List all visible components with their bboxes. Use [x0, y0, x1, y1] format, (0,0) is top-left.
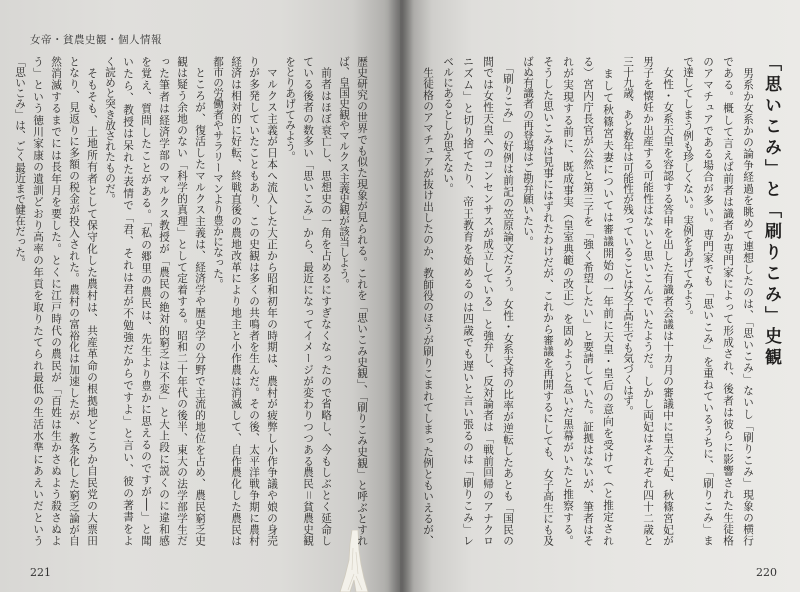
text-column: 前者はほぼ衰亡し、思想史の一角を占めるにすぎなくなったので省略し、今もしぶとく延命し — [320, 56, 332, 546]
text-column: を覚え、質問したことがある。「私の郷里の農民は、先生より豊かに思えるのですが──」と聞 — [140, 56, 152, 546]
text-column: ベルにあるとしか思えない。 — [442, 56, 454, 194]
text-column: 然消滅するまでには長年月を要した。とくに江戸時代の農民が「百姓は生かさぬよう殺さぬよ — [50, 56, 62, 546]
text-column: 「思いこみ」は、ごく最近まで健在だった。 — [14, 56, 26, 268]
text-column: 経済は相対的に好転、終戦直後の農地改革により地主と小作農は消滅して、自作農化した農民は — [230, 56, 242, 546]
text-column: マルクス主義が日本へ流入した大正から昭和初年の時期は、農村が疲弊し小作争議や娘の身売 — [266, 56, 278, 546]
text-column: いたら、教授は呆れた表情で「君、それは君が不勉強だからですよ」と言い、彼の著書をよ — [122, 56, 134, 546]
text-column: く読めと突き放されたものだ。 — [104, 56, 116, 205]
text-column: 間では女性天皇へのコンセンサスが成立している」と強弁し、反対論者は「戦前回帰のアナクロ — [482, 56, 494, 546]
text-column: れが実現する前に、既成事実（皇室典範の改正）を固めようと急いだ黒幕がいたと推察する。 — [562, 56, 574, 546]
page-number: 220 — [756, 566, 777, 579]
text-column: 男子を懐妊か出産する可能性はないと思いこんでいたようだ。しかし両妃はそれぞれ四十二歳と — [642, 56, 654, 546]
text-column: 歴史研究の世界でも似た現象が見られる。これを「思いこみ史観」、「刷りこみ史観」と呼ぶとすれ — [356, 56, 368, 546]
text-column: をとりあげてみよう。 — [284, 56, 296, 162]
text-column: 都市の労働者やサラリーマンより豊かになった。 — [212, 56, 224, 290]
book-gutter-shadow — [388, 0, 414, 592]
running-header: 女帝・貧農史観・個人情報 — [30, 34, 162, 46]
text-column: 「刷りこみ」の好例は前記の笠原論文だろう。女性・女系支持の比率が逆転したあとも「国民の — [502, 56, 514, 546]
right-page — [400, 0, 800, 592]
text-column: そもそも、土地所有者として保守化した農村は、共産革命の根拠地どころか自民党の大票田 — [86, 56, 98, 546]
text-column: 男系か女系かの論争経過を眺めて連想したのは、「思いこみ」ないし「刷りこみ」現象の横行 — [742, 56, 754, 546]
section-title: 「思いこみ」と「刷りこみ」史観 — [761, 54, 781, 369]
text-column: のアマチュアである場合が多い。専門家でも「思いこみ」を重ねているうちに、「刷りこみ」ま — [702, 56, 714, 546]
text-column: る）宮内庁長官が公然と第三子を「強く希望したい」と要請していた。証拠はないが、筆者はそ — [582, 56, 594, 546]
text-column: ニズム」と切り捨てたり、帝王教育を始めるのは四歳でも遅いと言い張るのは「刷りこみ」レ — [462, 56, 474, 546]
text-column: で達してしまう例も珍しくない。実例をあげてみよう。 — [682, 56, 694, 321]
text-column: ば、皇国史観やマルクス主義史観が該当しよう。 — [338, 56, 350, 290]
page-number: 221 — [30, 566, 51, 579]
text-column: である。概して言えば前者は識者か専門家によって形成され、後者は彼らに影響された生徒格 — [722, 56, 734, 546]
text-column: まして秋篠宮夫妻については審議開始の一年前に天皇・皇后の意向を受けて（と推定され — [602, 56, 614, 546]
text-column: 生徒格のアマチュアが抜け出したのか、教師役のほうが刷りこまれてしまった例ともいえるが、 — [422, 56, 434, 546]
text-column: りが多発していたこともあり、この史観は多くの共鳴者を生んだ。その後、太平洋戦争期に農村 — [248, 56, 260, 546]
text-column: 観は疑う余地のない「科学的真理」として定着する。昭和二十年代の後半、東大の法学部学生だ — [176, 56, 188, 546]
text-column: ばぬ有識者の再登場はご勘弁願いたい。 — [522, 56, 534, 247]
text-column: ところが、復活したマルクス主義は、経済学や歴史学の分野で主流的地位を占め、農民窮乏史 — [194, 56, 206, 546]
text-column: った筆者は経済学部のマルクス教授が「農民の絶対的窮乏は不変」と大上段に説くのに違和感 — [158, 56, 170, 546]
text-column: そうした思いこみは見事にはずれたわけだが、これから審議を再開するにしても、女子高生にも及 — [542, 56, 554, 546]
text-column: 三十九歳、あと数年は可能性が残っていることは女子高生でも気づくはず。 — [622, 56, 634, 417]
text-column: う」という徳川家康の遺訓どおり高率の年貢を取りたてられ最低の生活水準にあえいだという — [32, 56, 44, 546]
text-column: 女性・女系天皇を容認する答申を出した有識者会議は十カ月の審議中に皇太子妃、秋篠宮妃が — [662, 56, 674, 546]
text-column: となり、見返りに多額の税金が投入された。農村の富裕化は加速したが、教条化した窮乏論が自 — [68, 56, 80, 546]
text-column: ている後者の数多い「思いこみ」から、最近になってイメージが変わりつつある農民＝貧農史観 — [302, 56, 314, 546]
